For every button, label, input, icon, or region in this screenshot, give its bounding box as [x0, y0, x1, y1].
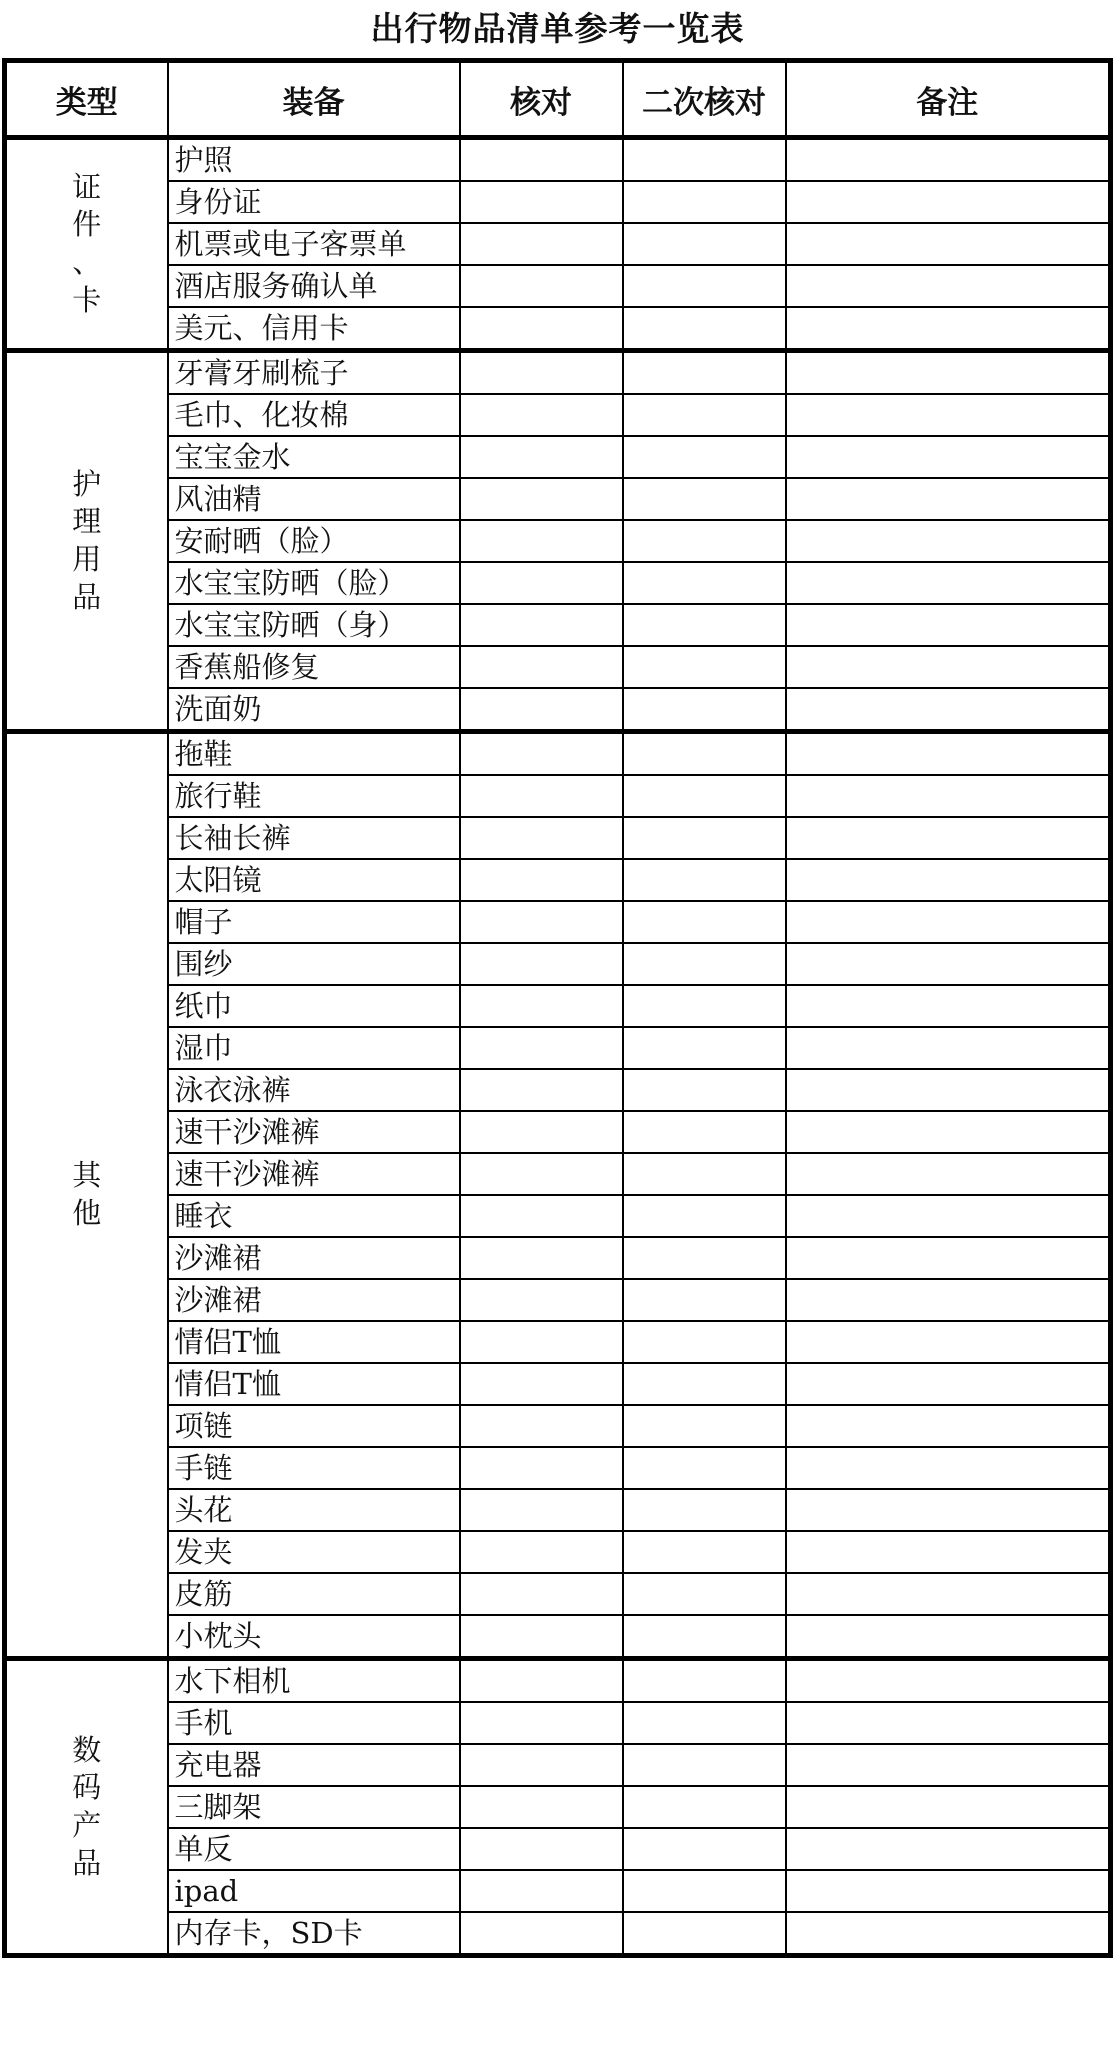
item-name: ipad: [168, 1870, 460, 1912]
notes-cell[interactable]: [786, 181, 1111, 223]
item-name: 纸巾: [168, 985, 460, 1027]
header-type: 类型: [5, 61, 168, 138]
category-char: 用: [72, 542, 102, 576]
notes-cell[interactable]: [786, 1573, 1111, 1615]
second-check-cell[interactable]: [623, 1321, 786, 1363]
header-check: 核对: [460, 61, 623, 138]
table-row: [5, 1659, 1111, 1703]
second-check-cell[interactable]: [623, 859, 786, 901]
check-cell[interactable]: [460, 604, 623, 646]
header-second-check: 二次核对: [623, 61, 786, 138]
second-check-cell[interactable]: [623, 138, 786, 182]
header-row: [5, 61, 1111, 138]
notes-cell[interactable]: [786, 859, 1111, 901]
item-name: 太阳镜: [168, 859, 460, 901]
category-char: 证: [72, 169, 102, 204]
notes-cell[interactable]: [786, 1405, 1111, 1447]
check-cell[interactable]: [460, 859, 623, 901]
second-check-cell[interactable]: [623, 688, 786, 732]
notes-cell[interactable]: [786, 604, 1111, 646]
second-check-cell[interactable]: [623, 307, 786, 351]
table-row: [5, 1702, 1111, 1744]
item-name: 速干沙滩裤: [168, 1111, 460, 1153]
check-cell[interactable]: [460, 138, 623, 182]
second-check-cell[interactable]: [623, 394, 786, 436]
second-check-cell[interactable]: [623, 1489, 786, 1531]
second-check-cell[interactable]: [623, 901, 786, 943]
item-name: 水宝宝防晒（脸）: [168, 562, 460, 604]
item-name: 旅行鞋: [168, 775, 460, 817]
table-row: [5, 604, 1111, 646]
notes-cell[interactable]: [786, 1870, 1111, 1912]
table-row: [5, 1912, 1111, 1956]
second-check-cell[interactable]: [623, 1363, 786, 1405]
second-check-cell[interactable]: [623, 562, 786, 604]
item-name: 风油精: [168, 478, 460, 520]
notes-cell[interactable]: [786, 1447, 1111, 1489]
notes-cell[interactable]: [786, 1237, 1111, 1279]
second-check-cell[interactable]: [623, 1405, 786, 1447]
page-title: 出行物品清单参考一览表: [370, 9, 745, 48]
notes-cell[interactable]: [786, 901, 1111, 943]
table-row: [5, 562, 1111, 604]
second-check-cell[interactable]: [623, 1870, 786, 1912]
category-char: 件: [72, 207, 102, 242]
second-check-cell[interactable]: [623, 1111, 786, 1153]
second-check-cell[interactable]: [623, 1153, 786, 1195]
second-check-cell[interactable]: [623, 1828, 786, 1870]
notes-cell[interactable]: [786, 1912, 1111, 1956]
table-row: [5, 138, 1111, 182]
item-name: 酒店服务确认单: [168, 265, 460, 307]
check-cell[interactable]: [460, 1321, 623, 1363]
notes-cell[interactable]: [786, 1615, 1111, 1659]
table-row: [5, 1279, 1111, 1321]
table-row: [5, 478, 1111, 520]
item-name: 皮筋: [168, 1573, 460, 1615]
item-name: 泳衣泳裤: [168, 1069, 460, 1111]
notes-cell[interactable]: [786, 478, 1111, 520]
table-row: [5, 181, 1111, 223]
header-equipment: 装备: [168, 61, 460, 138]
second-check-cell[interactable]: [623, 943, 786, 985]
check-cell[interactable]: [460, 817, 623, 859]
check-cell[interactable]: [460, 223, 623, 265]
category-char: 品: [72, 1845, 102, 1880]
category-char: 品: [72, 579, 102, 614]
second-check-cell[interactable]: [623, 1702, 786, 1744]
notes-cell[interactable]: [786, 1321, 1111, 1363]
second-check-cell[interactable]: [623, 1447, 786, 1489]
check-cell[interactable]: [460, 1912, 623, 1956]
table-row: [5, 265, 1111, 307]
second-check-cell[interactable]: [623, 1531, 786, 1573]
check-cell[interactable]: [460, 1573, 623, 1615]
second-check-cell[interactable]: [623, 520, 786, 562]
category-cell: [5, 732, 168, 1659]
check-cell[interactable]: [460, 1405, 623, 1447]
notes-cell[interactable]: [786, 1111, 1111, 1153]
second-check-cell[interactable]: [623, 1786, 786, 1828]
check-cell[interactable]: [460, 265, 623, 307]
notes-cell[interactable]: [786, 307, 1111, 351]
second-check-cell[interactable]: [623, 1027, 786, 1069]
category-char: 产: [72, 1808, 102, 1842]
table-row: [5, 1069, 1111, 1111]
table-row: [5, 985, 1111, 1027]
second-check-cell[interactable]: [623, 1912, 786, 1956]
notes-cell[interactable]: [786, 775, 1111, 817]
notes-cell[interactable]: [786, 646, 1111, 688]
notes-cell[interactable]: [786, 351, 1111, 395]
table-row: [5, 901, 1111, 943]
table-row: [5, 1153, 1111, 1195]
notes-cell[interactable]: [786, 1279, 1111, 1321]
check-cell[interactable]: [460, 1237, 623, 1279]
second-check-cell[interactable]: [623, 775, 786, 817]
table-row: [5, 1531, 1111, 1573]
check-cell[interactable]: [460, 1702, 623, 1744]
check-cell[interactable]: [460, 646, 623, 688]
notes-cell[interactable]: [786, 1659, 1111, 1703]
table-row: [5, 1447, 1111, 1489]
check-cell[interactable]: [460, 1447, 623, 1489]
category-char: 数: [72, 1732, 102, 1767]
item-name: 香蕉船修复: [168, 646, 460, 688]
check-cell[interactable]: [460, 520, 623, 562]
check-cell[interactable]: [460, 901, 623, 943]
check-cell[interactable]: [460, 985, 623, 1027]
table-row: [5, 1828, 1111, 1870]
table-row: [5, 436, 1111, 478]
item-name: 充电器: [168, 1744, 460, 1786]
table-row: [5, 1615, 1111, 1659]
notes-cell[interactable]: [786, 817, 1111, 859]
table-row: [5, 1321, 1111, 1363]
check-cell[interactable]: [460, 1027, 623, 1069]
notes-cell[interactable]: [786, 223, 1111, 265]
notes-cell[interactable]: [786, 562, 1111, 604]
table-row: [5, 775, 1111, 817]
notes-cell[interactable]: [786, 138, 1111, 182]
category-char: 码: [72, 1770, 102, 1805]
item-name: 沙滩裙: [168, 1237, 460, 1279]
table-row: [5, 1237, 1111, 1279]
table-row: [5, 307, 1111, 351]
notes-cell[interactable]: [786, 985, 1111, 1027]
check-cell[interactable]: [460, 478, 623, 520]
second-check-cell[interactable]: [623, 646, 786, 688]
header-notes: 备注: [786, 61, 1111, 138]
item-name: 围纱: [168, 943, 460, 985]
table-row: [5, 1405, 1111, 1447]
check-cell[interactable]: [460, 562, 623, 604]
check-cell[interactable]: [460, 1069, 623, 1111]
item-name: 内存卡，SD卡: [168, 1912, 460, 1956]
second-check-cell[interactable]: [623, 732, 786, 776]
item-name: 项链: [168, 1405, 460, 1447]
second-check-cell[interactable]: [623, 1744, 786, 1786]
table-row: [5, 1786, 1111, 1828]
item-name: 速干沙滩裤: [168, 1153, 460, 1195]
check-cell[interactable]: [460, 1195, 623, 1237]
check-cell[interactable]: [460, 732, 623, 776]
category-char: 其: [72, 1158, 102, 1193]
second-check-cell[interactable]: [623, 351, 786, 395]
notes-cell[interactable]: [786, 394, 1111, 436]
category-cell: [5, 138, 168, 351]
item-name: 身份证: [168, 181, 460, 223]
notes-cell[interactable]: [786, 1195, 1111, 1237]
item-name: 小枕头: [168, 1615, 460, 1659]
table-row: [5, 646, 1111, 688]
item-name: 毛巾、化妆棉: [168, 394, 460, 436]
notes-cell[interactable]: [786, 1489, 1111, 1531]
item-name: 美元、信用卡: [168, 307, 460, 351]
table-row: [5, 1573, 1111, 1615]
notes-cell[interactable]: [786, 732, 1111, 776]
notes-cell[interactable]: [786, 1363, 1111, 1405]
table-row: [5, 1870, 1111, 1912]
check-cell[interactable]: [460, 775, 623, 817]
item-name: 手机: [168, 1702, 460, 1744]
table-row: [5, 1489, 1111, 1531]
item-name: 安耐晒（脸）: [168, 520, 460, 562]
checklist-body: [5, 138, 1111, 1956]
check-cell[interactable]: [460, 1786, 623, 1828]
second-check-cell[interactable]: [623, 817, 786, 859]
notes-cell[interactable]: [786, 1531, 1111, 1573]
item-name: 水宝宝防晒（身）: [168, 604, 460, 646]
item-name: 单反: [168, 1828, 460, 1870]
item-name: 拖鞋: [168, 732, 460, 776]
second-check-cell[interactable]: [623, 436, 786, 478]
category-cell: [5, 1659, 168, 1956]
notes-cell[interactable]: [786, 1828, 1111, 1870]
table-row: [5, 943, 1111, 985]
item-name: 长袖长裤: [168, 817, 460, 859]
notes-cell[interactable]: [786, 1069, 1111, 1111]
table-row: [5, 394, 1111, 436]
item-name: 帽子: [168, 901, 460, 943]
notes-cell[interactable]: [786, 1786, 1111, 1828]
notes-cell[interactable]: [786, 436, 1111, 478]
item-name: 护照: [168, 138, 460, 182]
second-check-cell[interactable]: [623, 985, 786, 1027]
check-cell[interactable]: [460, 1531, 623, 1573]
check-cell[interactable]: [460, 351, 623, 395]
second-check-cell[interactable]: [623, 1659, 786, 1703]
category-char: 、: [72, 245, 102, 279]
item-name: 宝宝金水: [168, 436, 460, 478]
table-row: [5, 732, 1111, 776]
table-row: [5, 1027, 1111, 1069]
item-name: 三脚架: [168, 1786, 460, 1828]
check-cell[interactable]: [460, 1744, 623, 1786]
item-name: 机票或电子客票单: [168, 223, 460, 265]
second-check-cell[interactable]: [623, 1069, 786, 1111]
check-cell[interactable]: [460, 1828, 623, 1870]
category-char: 卡: [72, 282, 102, 317]
category-char: 理: [72, 504, 102, 539]
item-name: 手链: [168, 1447, 460, 1489]
item-name: 洗面奶: [168, 688, 460, 732]
check-cell[interactable]: [460, 436, 623, 478]
table-row: [5, 688, 1111, 732]
second-check-cell[interactable]: [623, 265, 786, 307]
item-name: 头花: [168, 1489, 460, 1531]
table-row: [5, 1111, 1111, 1153]
check-cell[interactable]: [460, 394, 623, 436]
second-check-cell[interactable]: [623, 1237, 786, 1279]
item-name: 情侣T恤: [168, 1321, 460, 1363]
table-row: [5, 520, 1111, 562]
check-cell[interactable]: [460, 1870, 623, 1912]
check-cell[interactable]: [460, 1489, 623, 1531]
second-check-cell[interactable]: [623, 1573, 786, 1615]
check-cell[interactable]: [460, 1153, 623, 1195]
item-name: 睡衣: [168, 1195, 460, 1237]
notes-cell[interactable]: [786, 943, 1111, 985]
item-name: 湿巾: [168, 1027, 460, 1069]
item-name: 发夹: [168, 1531, 460, 1573]
check-cell[interactable]: [460, 1615, 623, 1659]
table-row: [5, 1744, 1111, 1786]
item-name: 水下相机: [168, 1659, 460, 1703]
item-name: 情侣T恤: [168, 1363, 460, 1405]
second-check-cell[interactable]: [623, 223, 786, 265]
notes-cell[interactable]: [786, 520, 1111, 562]
table-row: [5, 1363, 1111, 1405]
second-check-cell[interactable]: [623, 604, 786, 646]
notes-cell[interactable]: [786, 265, 1111, 307]
notes-cell[interactable]: [786, 688, 1111, 732]
notes-cell[interactable]: [786, 1153, 1111, 1195]
table-row: [5, 351, 1111, 395]
second-check-cell[interactable]: [623, 1195, 786, 1237]
notes-cell[interactable]: [786, 1027, 1111, 1069]
second-check-cell[interactable]: [623, 181, 786, 223]
table-row: [5, 817, 1111, 859]
check-cell[interactable]: [460, 1279, 623, 1321]
check-cell[interactable]: [460, 307, 623, 351]
check-cell[interactable]: [460, 1659, 623, 1703]
check-cell[interactable]: [460, 688, 623, 732]
table-row: [5, 859, 1111, 901]
second-check-cell[interactable]: [623, 1279, 786, 1321]
table-row: [5, 1195, 1111, 1237]
notes-cell[interactable]: [786, 1744, 1111, 1786]
notes-cell[interactable]: [786, 1702, 1111, 1744]
table-row: [5, 223, 1111, 265]
category-cell: [5, 351, 168, 732]
check-cell[interactable]: [460, 1111, 623, 1153]
category-char: 他: [72, 1196, 102, 1230]
checklist-table: [2, 58, 1113, 1958]
item-name: 沙滩裙: [168, 1279, 460, 1321]
check-cell[interactable]: [460, 181, 623, 223]
check-cell[interactable]: [460, 943, 623, 985]
item-name: 牙膏牙刷梳子: [168, 351, 460, 395]
second-check-cell[interactable]: [623, 1615, 786, 1659]
category-char: 护: [72, 466, 102, 501]
check-cell[interactable]: [460, 1363, 623, 1405]
second-check-cell[interactable]: [623, 478, 786, 520]
